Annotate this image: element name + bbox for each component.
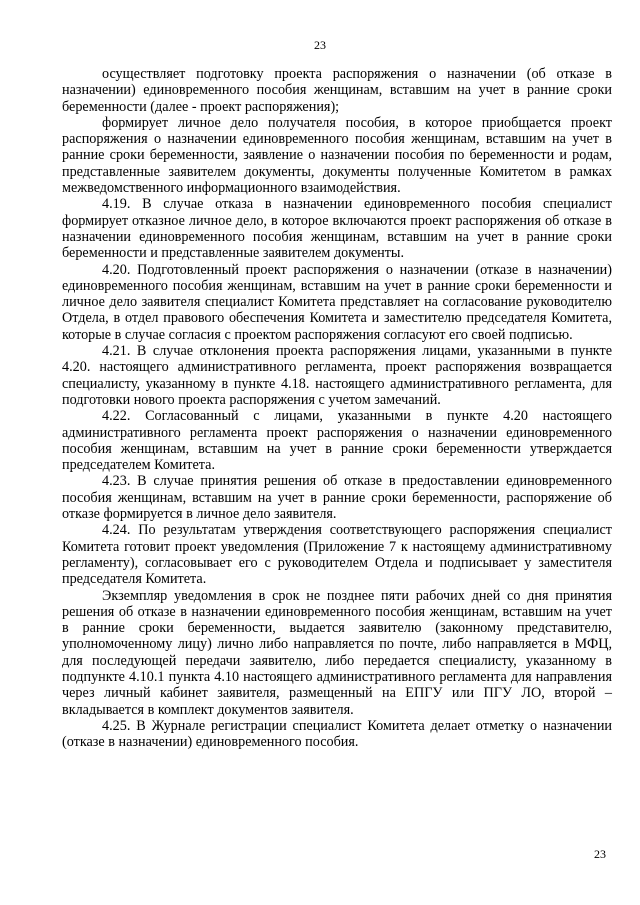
page-number-bottom: 23 — [594, 847, 606, 861]
page-number-top: 23 — [314, 38, 326, 52]
paragraph-4-23: 4.23. В случае принятия решения об отказе в предоставлении единовременного пособия женщинам, вставшим на учет в ранние сроки беременности, распоряжение об отказе формируется в личное дело заявителя. — [62, 473, 612, 523]
paragraph-prepare-draft: осуществляет подготовку проекта распоряжения о назначении (об отказе в назначении) единовременного пособия женщинам, вставшим на учет в ранние сроки беременности (далее - проект распоряжения); — [62, 66, 612, 115]
paragraph-4-20: 4.20. Подготовленный проект распоряжения о назначении (отказе в назначении) единовременного пособия женщинам, вставшим на учет в ранние сроки беременности и личное дело заявителя специалист Комитета представляет на согласование руководителю Отдела, в отдел правового обеспечения Комитета и заместителю председателя Комитета, которые в случае согласия с проектом распоряжения согласуют его своей подписью. — [62, 261, 612, 343]
paragraph-4-25: 4.25. В Журнале регистрации специалист Комитета делает отметку о назначении (отказе в назначении) единовременного пособия. — [62, 717, 612, 751]
paragraph-4-22: 4.22. Согласованный с лицами, указанными в пункте 4.20 настоящего административного регламента проект распоряжения о назначении единовременного пособия женщинам, вставшим на учет в ранние сроки беременности утверждается председателем Комитета. — [62, 408, 612, 474]
paragraph-notification-copy: Экземпляр уведомления в срок не позднее пяти рабочих дней со дня принятия решения об отказе в назначении единовременного пособия женщинам, вставшим на учет в ранние сроки беременности, выдается заявителю (законному представителю, уполномоченному лицу) лично либо направляется по почте, либо направляется в МФЦ, для последующей передачи заявителю, либо передается специалисту, указанному в подпункте 4.10.1 пункта 4.10 настоящего административного регламента для направления через личный кабинет заявителя, размещенный на ЕПГУ или ПГУ ЛО, второй – вкладывается в комплект документов заявителя. — [62, 587, 612, 718]
paragraph-4-19: 4.19. В случае отказа в назначении единовременного пособия специалист формирует отказное личное дело, в которое включаются проект распоряжения об отказе в назначении единовременного пособия женщинам, вставшим на учет в ранние сроки беременности и представленные заявителем документы. — [62, 196, 612, 262]
document-body — [62, 66, 612, 750]
paragraph-4-21: 4.21. В случае отклонения проекта распоряжения лицами, указанными в пункте 4.20. настоящего административного регламента, проект распоряжения возвращается специалисту, указанному в пункте 4.18. настоящего административного регламента, для подготовки нового проекта распоряжения с учетом замечаний. — [62, 343, 612, 408]
paragraph-personal-file: формирует личное дело получателя пособия, в которое приобщается проект распоряжения о назначении единовременного пособия женщинам, вставшим на учет в ранние сроки беременности, заявление о назначении пособия по беременности и родам, представленные заявителем документы, документы полученные Комитетом в рамках межведомственного информационного взаимодействия. — [62, 114, 612, 197]
paragraph-4-24: 4.24. По результатам утверждения соответствующего распоряжения специалист Комитета готовит проект уведомления (Приложение 7 к настоящему административному регламенту), согласовывает его с руководителем Отдела и подписывает у заместителя председателя Комитета. — [62, 522, 612, 588]
